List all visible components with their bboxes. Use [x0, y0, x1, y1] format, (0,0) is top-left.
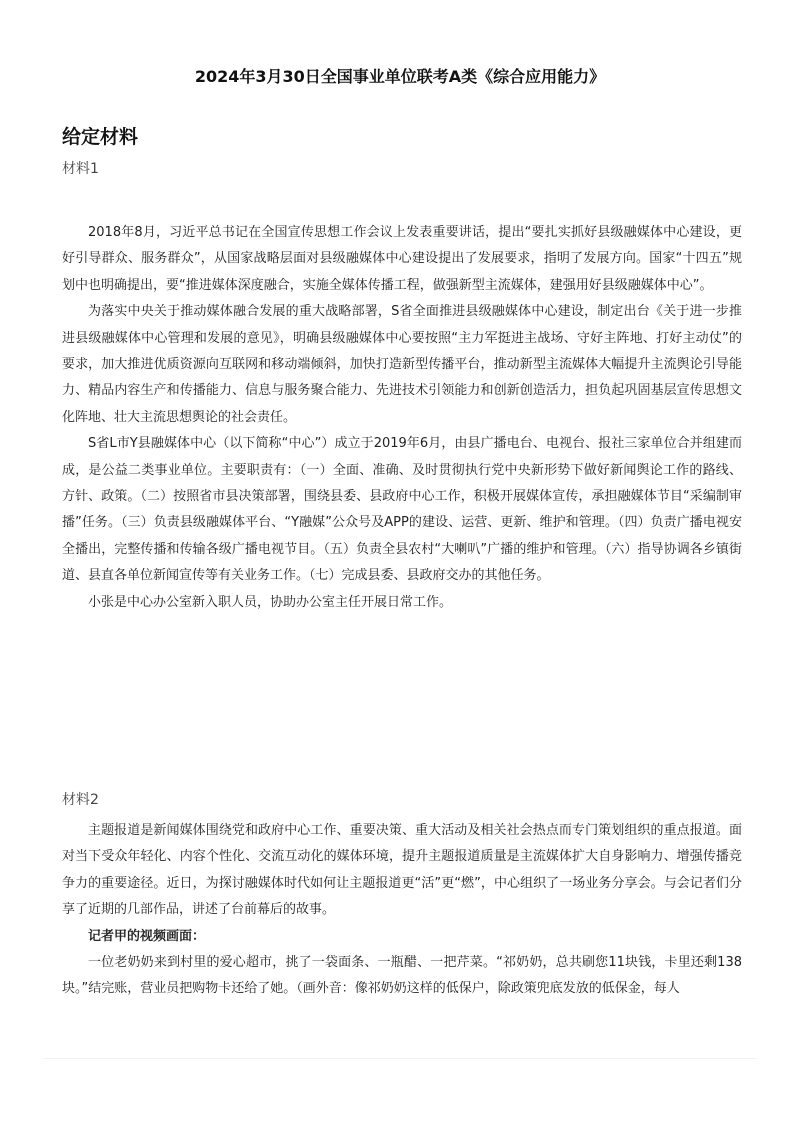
- page-divider: [44, 1058, 756, 1059]
- material-1-body: [62, 220, 742, 616]
- paragraph: 为落实中央关于推动媒体融合发展的重大战略部署，S省全面推进县级融媒体中心建设，制定出台《关于进一步推进县级融媒体中心管理和发展的意见》，明确县级融媒体中心要按照“主力军挺进主战场、守好主阵地、打好主动仗”的要求，加大推进优质资源向互联网和移动端倾斜，加快打造新型传播平台，推动新型主流媒体大幅提升主流舆论引导能力、精品内容生产和传播能力、信息与服务聚合能力、先进技术引领能力和创新创造活力，担负起巩固基层宣传思想文化阵地、壮大主流思想舆论的社会责任。: [62, 304, 742, 425]
- paragraph: 主题报道是新闻媒体围绕党和政府中心工作、重要决策、重大活动及相关社会热点而专门策划组织的重点报道。面对当下受众年轻化、内容个性化、交流互动化的媒体环境，提升主题报道质量是主流媒体扩大自身影响力、增强传播竞争力的重要途径。近日，为探讨融媒体时代如何让主题报道更“活”更“燃”，中心组织了一场业务分享会。与会记者们分享了近期的几部作品，讲述了台前幕后的故事。: [62, 823, 742, 918]
- paragraph: 小张是中心办公室新入职人员，协助办公室主任开展日常工作。: [88, 594, 453, 610]
- video-scene-subheading: 记者甲的视频画面：: [88, 928, 206, 944]
- paragraph: S省L市Y县融媒体中心（以下简称“中心”）成立于2019年6月，由县广播电台、电视台、报社三家单位合并组建而成，是公益二类事业单位。主要职责有：（一）全面、准确、及时贯彻执行党中央新形势下做好新闻舆论工作的路线、方针、政策。（二）按照省市县决策部署，围绕县委、县政府中心工作，积极开展媒体宣传，承担融媒体节目“采编制审播”任务。（三）负责县级融媒体平台、“Y融媒”公众号及APP的建设、运营、更新、维护和管理。（四）负责广播电视安全播出，完整传播和传输各级广播电视节目。（五）负责全县农村“大喇叭”广播的维护和管理。（六）指导协调各乡镇街道、县直各单位新闻宣传等有关业务工作。（七）完成县委、县政府交办的其他任务。: [62, 436, 742, 584]
- material-2-body: [62, 818, 742, 1003]
- section-heading: 给定材料: [62, 126, 139, 148]
- material-1-label: 材料1: [62, 161, 99, 177]
- document-title: 2024年3月30日全国事业单位联考A类《综合应用能力》: [194, 67, 606, 86]
- paragraph: 一位老奶奶来到村里的爱心超市，挑了一袋面条、一瓶醋、一把芹菜。“祁奶奶，总共刷您11块钱，卡里还剩138块。”结完账，营业员把购物卡还给了她。（画外音：像祁奶奶这样的低保户，除政策兜底发放的低保金，每人: [62, 955, 742, 997]
- paragraph: 2018年8月，习近平总书记在全国宣传思想工作会议上发表重要讲话，提出“要扎实抓好县级融媒体中心建设，更好引导群众、服务群众”，从国家战略层面对县级融媒体中心建设提出了发展要求，指明了发展方向。国家“十四五”规划中也明确提出，要“推进媒体深度融合，实施全媒体传播工程，做强新型主流媒体，建强用好县级融媒体中心”。: [62, 225, 742, 293]
- material-2-label: 材料2: [62, 792, 99, 808]
